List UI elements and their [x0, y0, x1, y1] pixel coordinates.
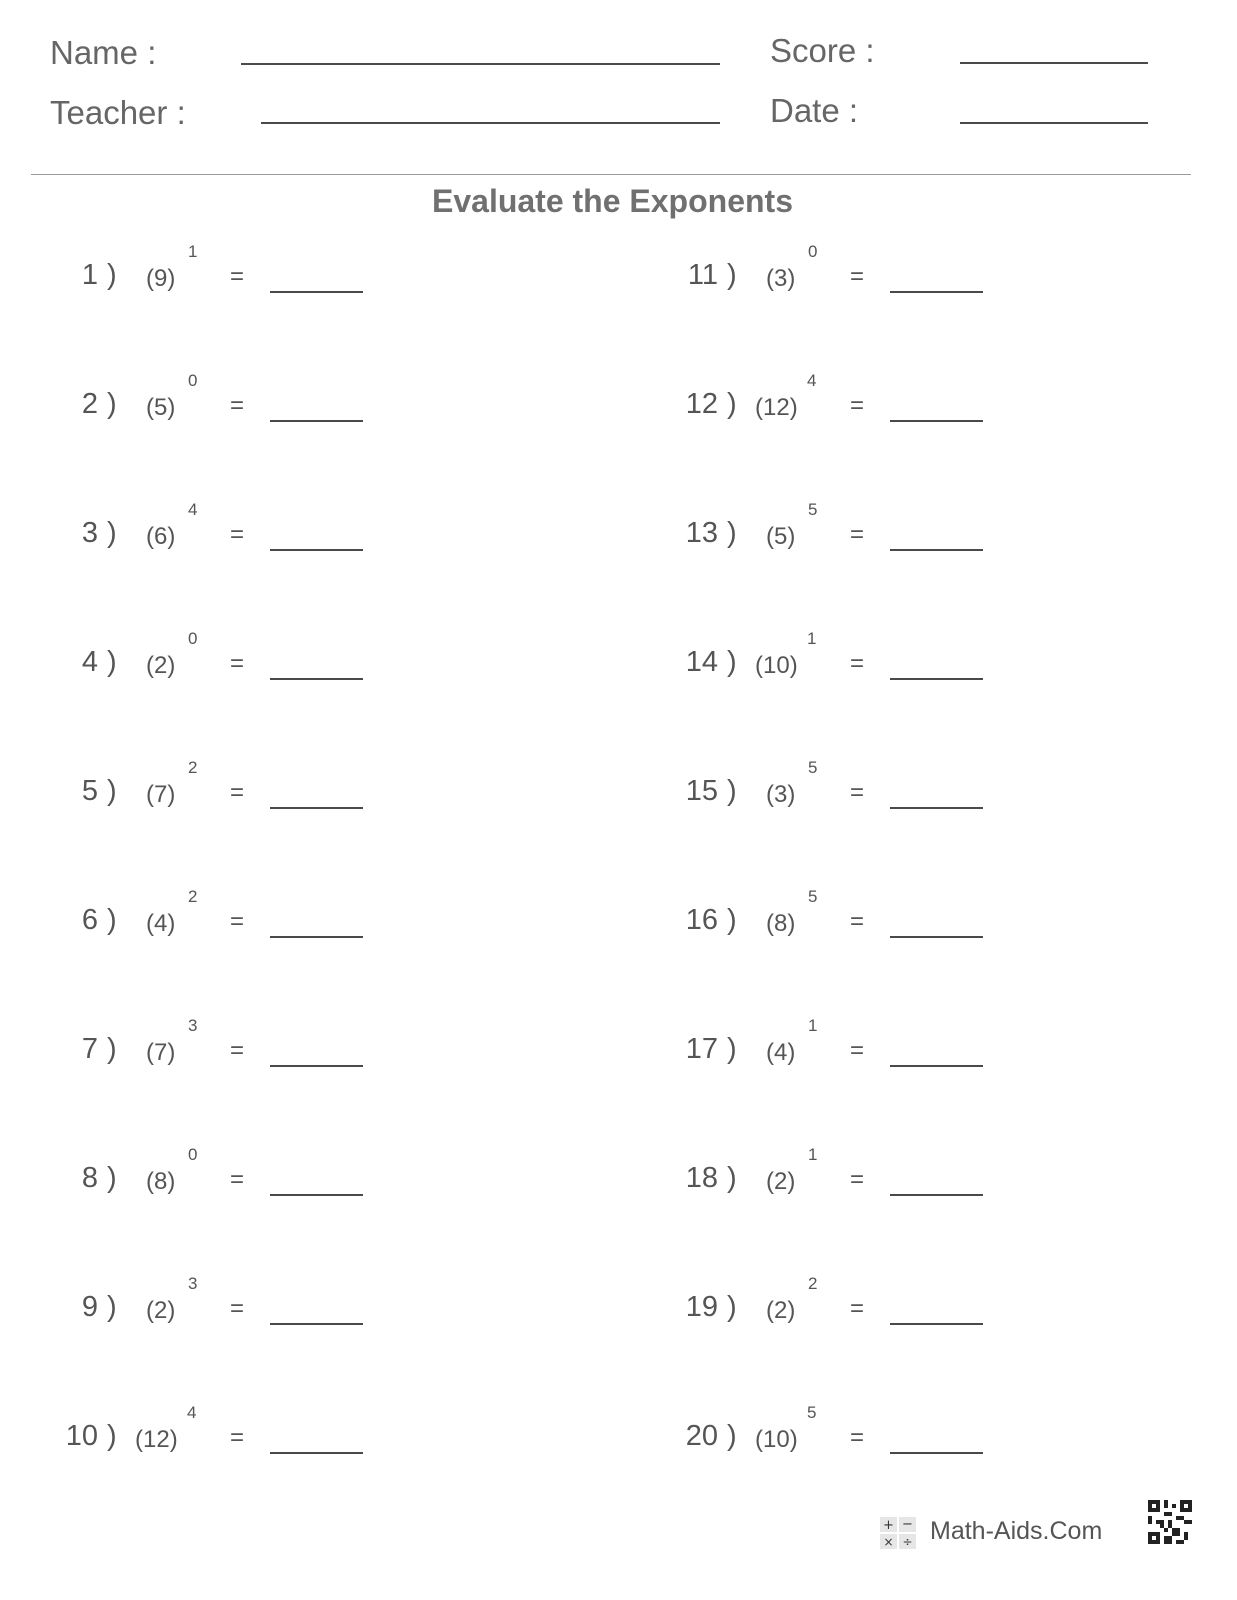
- equals-sign: =: [230, 1166, 245, 1193]
- answer-blank[interactable]: [270, 1065, 363, 1067]
- name-field[interactable]: [241, 63, 720, 65]
- equals-sign: =: [230, 1424, 245, 1451]
- problem-exponent: 5: [808, 500, 818, 519]
- problem-base: (2): [766, 1297, 796, 1324]
- problem-exponent: 4: [188, 500, 198, 519]
- answer-blank[interactable]: [270, 807, 363, 809]
- answer-blank[interactable]: [270, 291, 363, 293]
- problem-number: 8: [81, 1162, 98, 1194]
- problem-base: (12): [755, 394, 798, 421]
- problem-paren: ): [107, 775, 117, 807]
- problem-paren: ): [727, 1033, 737, 1065]
- problem-exponent: 2: [188, 758, 198, 777]
- answer-blank[interactable]: [270, 678, 363, 680]
- problem-paren: ): [107, 1162, 117, 1194]
- answer-blank[interactable]: [890, 1194, 983, 1196]
- score-field[interactable]: [960, 62, 1148, 64]
- problem-exponent: 5: [808, 887, 818, 906]
- problem-number: 13: [685, 517, 718, 549]
- equals-sign: =: [850, 650, 865, 677]
- problem-paren: ): [727, 517, 737, 549]
- problem-paren: ): [107, 388, 117, 420]
- problem-number: 12: [685, 388, 718, 420]
- equals-sign: =: [850, 1424, 865, 1451]
- answer-blank[interactable]: [890, 678, 983, 680]
- equals-sign: =: [230, 650, 245, 677]
- problem-paren: ): [107, 517, 117, 549]
- problem-base: (5): [766, 523, 796, 550]
- answer-blank[interactable]: [270, 1194, 363, 1196]
- answer-blank[interactable]: [890, 549, 983, 551]
- problem-exponent: 2: [808, 1274, 818, 1293]
- problem-base: (7): [146, 1039, 176, 1066]
- equals-sign: =: [230, 1037, 245, 1064]
- problem-base: (10): [755, 1426, 798, 1453]
- problem-base: (4): [766, 1039, 796, 1066]
- equals-sign: =: [230, 908, 245, 935]
- problem-exponent: 4: [187, 1403, 197, 1422]
- problem-base: (7): [146, 781, 176, 808]
- equals-sign: =: [230, 392, 245, 419]
- equals-sign: =: [850, 263, 865, 290]
- problem-exponent: 2: [188, 887, 198, 906]
- svg-text:÷: ÷: [902, 1535, 913, 1549]
- svg-text:−: −: [902, 1517, 913, 1532]
- date-field[interactable]: [960, 122, 1148, 124]
- answer-blank[interactable]: [270, 1452, 363, 1454]
- problem-number: 5: [81, 775, 98, 807]
- qr-code-icon: [1148, 1500, 1192, 1544]
- answer-blank[interactable]: [890, 1323, 983, 1325]
- problem-number: 10: [65, 1420, 98, 1452]
- problem-paren: ): [727, 1162, 737, 1194]
- problem-number: 19: [685, 1291, 718, 1323]
- problem-number: 15: [685, 775, 718, 807]
- problem-number: 17: [685, 1033, 718, 1065]
- problem-number: 7: [81, 1033, 98, 1065]
- problem-number: 20: [685, 1420, 718, 1452]
- problem-base: (8): [146, 1168, 176, 1195]
- equals-sign: =: [850, 392, 865, 419]
- problem-base: (5): [146, 394, 176, 421]
- problem-base: (8): [766, 910, 796, 937]
- calculator-icon: [879, 1516, 917, 1550]
- problem-number: 4: [81, 646, 98, 678]
- answer-blank[interactable]: [890, 291, 983, 293]
- problem-base: (4): [146, 910, 176, 937]
- problem-exponent: 5: [807, 1403, 817, 1422]
- problem-paren: ): [727, 1420, 737, 1452]
- problem-exponent: 0: [808, 242, 818, 261]
- problem-exponent: 1: [807, 629, 817, 648]
- equals-sign: =: [850, 779, 865, 806]
- problem-base: (3): [766, 781, 796, 808]
- problem-base: (6): [146, 523, 176, 550]
- answer-blank[interactable]: [890, 1065, 983, 1067]
- problem-paren: ): [727, 259, 737, 291]
- problem-exponent: 1: [808, 1016, 818, 1035]
- problem-paren: ): [727, 904, 737, 936]
- problem-exponent: 3: [188, 1016, 198, 1035]
- answer-blank[interactable]: [890, 1452, 983, 1454]
- problem-paren: ): [727, 1291, 737, 1323]
- problem-base: (10): [755, 652, 798, 679]
- equals-sign: =: [850, 1037, 865, 1064]
- problem-paren: ): [727, 646, 737, 678]
- equals-sign: =: [850, 908, 865, 935]
- worksheet-title: Evaluate the Exponents: [432, 183, 793, 219]
- equals-sign: =: [230, 521, 245, 548]
- problem-number: 9: [81, 1291, 98, 1323]
- problem-exponent: 1: [808, 1145, 818, 1164]
- problem-base: (9): [146, 265, 176, 292]
- problem-exponent: 1: [188, 242, 198, 261]
- problem-exponent: 0: [188, 1145, 198, 1164]
- problem-exponent: 4: [807, 371, 817, 390]
- problem-number: 1: [81, 259, 98, 291]
- answer-blank[interactable]: [270, 549, 363, 551]
- problem-paren: ): [107, 1033, 117, 1065]
- date-label: Date :: [770, 92, 859, 129]
- header-divider: [31, 174, 1191, 175]
- problem-exponent: 0: [188, 371, 198, 390]
- problem-exponent: 0: [188, 629, 198, 648]
- problem-exponent: 3: [188, 1274, 198, 1293]
- problem-exponent: 5: [808, 758, 818, 777]
- answer-blank[interactable]: [890, 420, 983, 422]
- teacher-field[interactable]: [261, 122, 720, 124]
- teacher-label: Teacher :: [50, 94, 186, 131]
- answer-blank[interactable]: [890, 807, 983, 809]
- problem-number: 14: [685, 646, 718, 678]
- problem-paren: ): [727, 775, 737, 807]
- brand-text: Math-Aids.Com: [930, 1517, 1103, 1545]
- equals-sign: =: [850, 1295, 865, 1322]
- problem-base: (12): [135, 1426, 178, 1453]
- equals-sign: =: [230, 779, 245, 806]
- svg-text:+: +: [883, 1518, 894, 1533]
- problem-number: 16: [685, 904, 718, 936]
- problem-number: 18: [685, 1162, 718, 1194]
- score-label: Score :: [770, 32, 875, 69]
- answer-blank[interactable]: [270, 936, 363, 938]
- equals-sign: =: [230, 1295, 245, 1322]
- name-label: Name :: [50, 34, 157, 71]
- problem-paren: ): [107, 259, 117, 291]
- problem-base: (2): [146, 1297, 176, 1324]
- problem-base: (2): [146, 652, 176, 679]
- problem-paren: ): [107, 1291, 117, 1323]
- problem-number: 2: [81, 388, 98, 420]
- problem-number: 3: [81, 517, 98, 549]
- svg-text:×: ×: [883, 1535, 894, 1549]
- problem-paren: ): [107, 1420, 117, 1452]
- problem-paren: ): [107, 646, 117, 678]
- problem-paren: ): [107, 904, 117, 936]
- problem-base: (3): [766, 265, 796, 292]
- answer-blank[interactable]: [890, 936, 983, 938]
- answer-blank[interactable]: [270, 420, 363, 422]
- equals-sign: =: [850, 521, 865, 548]
- problem-number: 6: [81, 904, 98, 936]
- equals-sign: =: [850, 1166, 865, 1193]
- answer-blank[interactable]: [270, 1323, 363, 1325]
- problem-number: 11: [687, 259, 718, 291]
- problem-base: (2): [766, 1168, 796, 1195]
- problem-paren: ): [727, 388, 737, 420]
- equals-sign: =: [230, 263, 245, 290]
